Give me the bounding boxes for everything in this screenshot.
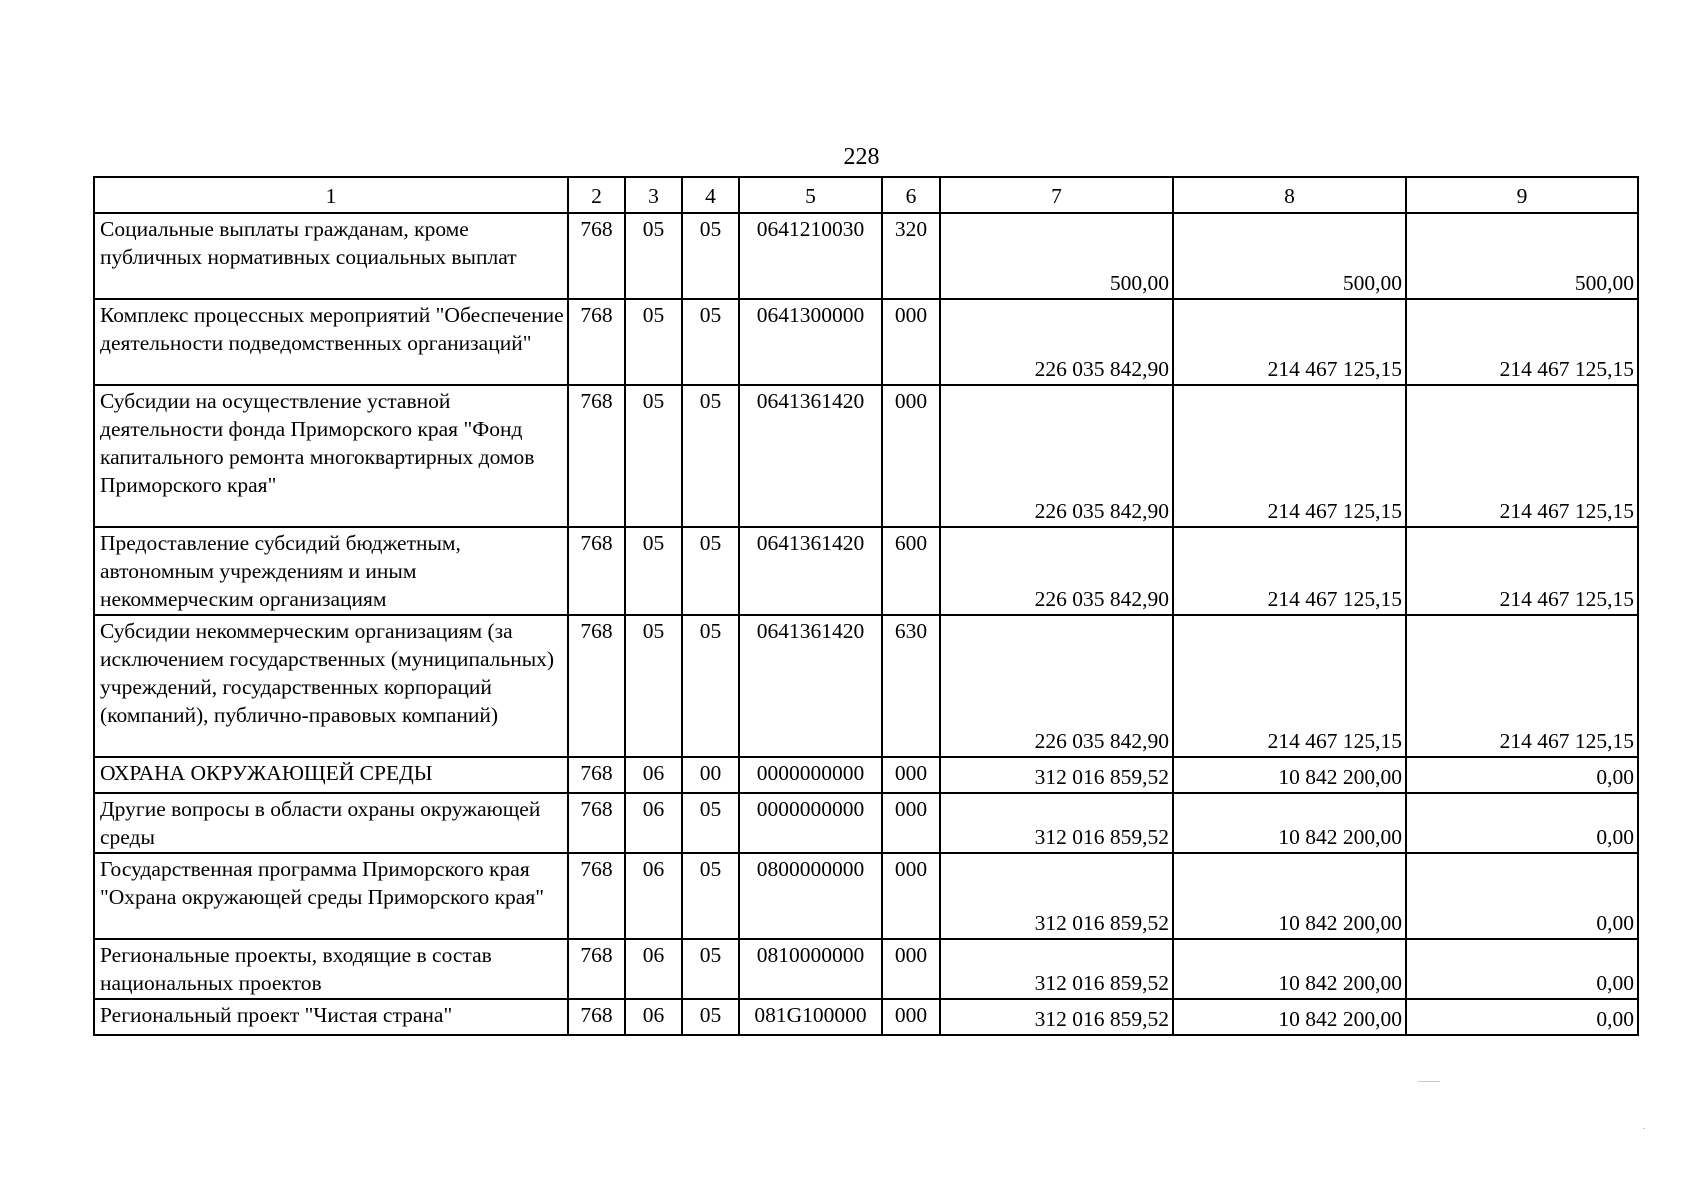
- row-amount-9: 0,00: [1406, 939, 1638, 999]
- row-amount-7: 312 016 859,52: [940, 999, 1173, 1035]
- row-name: Социальные выплаты гражданам, кроме публичных нормативных социальных выплат: [94, 213, 568, 299]
- row-code-2: 768: [568, 299, 625, 385]
- row-code-6: 000: [882, 999, 940, 1035]
- header-cell-3: 3: [625, 177, 682, 213]
- row-name: Субсидии некоммерческим организациям (за исключением государственных (муниципальных) учреждений, государственных корпораций (компаний), публично-правовых компаний): [94, 615, 568, 757]
- row-amount-8: 214 467 125,15: [1173, 385, 1406, 527]
- header-row: [94, 177, 1638, 213]
- row-code-5: 0641300000: [739, 299, 882, 385]
- row-code-3: 05: [625, 385, 682, 527]
- row-code-5: 0641361420: [739, 385, 882, 527]
- row-amount-7: 226 035 842,90: [940, 615, 1173, 757]
- row-code-4: 05: [682, 615, 739, 757]
- row-amount-9: 214 467 125,15: [1406, 527, 1638, 615]
- table-body: [94, 213, 1638, 1035]
- row-code-2: 768: [568, 999, 625, 1035]
- row-amount-7: 312 016 859,52: [940, 793, 1173, 853]
- row-amount-8: 10 842 200,00: [1173, 793, 1406, 853]
- row-amount-7: 312 016 859,52: [940, 853, 1173, 939]
- row-amount-7: 500,00: [940, 213, 1173, 299]
- row-code-3: 06: [625, 853, 682, 939]
- header-cell-1: 1: [94, 177, 568, 213]
- row-code-2: 768: [568, 385, 625, 527]
- scan-artifact: [1643, 1128, 1645, 1129]
- row-code-3: 06: [625, 939, 682, 999]
- row-code-5: 0800000000: [739, 853, 882, 939]
- row-code-4: 05: [682, 939, 739, 999]
- row-code-6: 000: [882, 757, 940, 793]
- row-name: Предоставление субсидий бюджетным, автономным учреждениям и иным некоммерческим организациям: [94, 527, 568, 615]
- row-name: Региональный проект "Чистая страна": [94, 999, 568, 1035]
- scan-artifact: [1418, 1081, 1440, 1082]
- row-amount-9: 214 467 125,15: [1406, 385, 1638, 527]
- header-cell-8: 8: [1173, 177, 1406, 213]
- row-amount-9: 0,00: [1406, 793, 1638, 853]
- table-row: [94, 385, 1638, 527]
- table-header: [94, 177, 1638, 213]
- row-code-4: 00: [682, 757, 739, 793]
- table-row: [94, 757, 1638, 793]
- row-amount-8: 10 842 200,00: [1173, 853, 1406, 939]
- header-cell-6: 6: [882, 177, 940, 213]
- row-code-4: 05: [682, 385, 739, 527]
- row-amount-9: 0,00: [1406, 757, 1638, 793]
- row-amount-9: 500,00: [1406, 213, 1638, 299]
- row-code-5: 0000000000: [739, 757, 882, 793]
- row-code-2: 768: [568, 853, 625, 939]
- row-amount-9: 214 467 125,15: [1406, 615, 1638, 757]
- row-code-5: 081G100000: [739, 999, 882, 1035]
- table-row: [94, 793, 1638, 853]
- row-code-2: 768: [568, 527, 625, 615]
- row-amount-7: 312 016 859,52: [940, 757, 1173, 793]
- row-code-6: 320: [882, 213, 940, 299]
- row-code-4: 05: [682, 793, 739, 853]
- row-code-4: 05: [682, 527, 739, 615]
- row-amount-9: 0,00: [1406, 853, 1638, 939]
- row-code-3: 06: [625, 999, 682, 1035]
- row-code-5: 0641361420: [739, 527, 882, 615]
- row-code-6: 000: [882, 385, 940, 527]
- row-amount-7: 226 035 842,90: [940, 385, 1173, 527]
- row-name: Комплекс процессных мероприятий "Обеспечение деятельности подведомственных организаций": [94, 299, 568, 385]
- row-code-4: 05: [682, 999, 739, 1035]
- row-code-4: 05: [682, 299, 739, 385]
- row-code-2: 768: [568, 793, 625, 853]
- row-code-5: 0641210030: [739, 213, 882, 299]
- row-code-2: 768: [568, 757, 625, 793]
- page-number: 228: [843, 144, 880, 170]
- table-row: [94, 853, 1638, 939]
- header-cell-2: 2: [568, 177, 625, 213]
- table-row: [94, 615, 1638, 757]
- row-code-3: 05: [625, 615, 682, 757]
- row-amount-8: 10 842 200,00: [1173, 999, 1406, 1035]
- table-row: [94, 939, 1638, 999]
- row-code-2: 768: [568, 213, 625, 299]
- row-amount-8: 10 842 200,00: [1173, 939, 1406, 999]
- row-code-6: 630: [882, 615, 940, 757]
- budget-table: [93, 176, 1639, 1036]
- row-code-3: 05: [625, 213, 682, 299]
- row-amount-7: 226 035 842,90: [940, 527, 1173, 615]
- row-code-6: 000: [882, 793, 940, 853]
- row-code-3: 06: [625, 793, 682, 853]
- row-amount-7: 312 016 859,52: [940, 939, 1173, 999]
- row-code-6: 600: [882, 527, 940, 615]
- row-name: Региональные проекты, входящие в состав национальных проектов: [94, 939, 568, 999]
- table-row: [94, 299, 1638, 385]
- row-amount-9: 0,00: [1406, 999, 1638, 1035]
- row-code-5: 0000000000: [739, 793, 882, 853]
- header-cell-5: 5: [739, 177, 882, 213]
- header-cell-7: 7: [940, 177, 1173, 213]
- row-amount-8: 214 467 125,15: [1173, 527, 1406, 615]
- row-amount-7: 226 035 842,90: [940, 299, 1173, 385]
- row-code-5: 0810000000: [739, 939, 882, 999]
- row-amount-8: 10 842 200,00: [1173, 757, 1406, 793]
- row-code-2: 768: [568, 939, 625, 999]
- row-name: Государственная программа Приморского края "Охрана окружающей среды Приморского края": [94, 853, 568, 939]
- row-code-6: 000: [882, 299, 940, 385]
- row-code-4: 05: [682, 853, 739, 939]
- row-code-5: 0641361420: [739, 615, 882, 757]
- row-code-3: 05: [625, 527, 682, 615]
- row-code-4: 05: [682, 213, 739, 299]
- row-amount-8: 214 467 125,15: [1173, 615, 1406, 757]
- row-amount-9: 214 467 125,15: [1406, 299, 1638, 385]
- row-code-3: 05: [625, 299, 682, 385]
- row-name: Другие вопросы в области охраны окружающей среды: [94, 793, 568, 853]
- table-row: [94, 213, 1638, 299]
- row-code-6: 000: [882, 853, 940, 939]
- header-cell-9: 9: [1406, 177, 1638, 213]
- row-code-2: 768: [568, 615, 625, 757]
- row-name: Субсидии на осуществление уставной деятельности фонда Приморского края "Фонд капитального ремонта многоквартирных домов Приморского края": [94, 385, 568, 527]
- row-amount-8: 214 467 125,15: [1173, 299, 1406, 385]
- table-row: [94, 999, 1638, 1035]
- row-amount-8: 500,00: [1173, 213, 1406, 299]
- row-code-6: 000: [882, 939, 940, 999]
- row-code-3: 06: [625, 757, 682, 793]
- table-row: [94, 527, 1638, 615]
- header-cell-4: 4: [682, 177, 739, 213]
- row-name: ОХРАНА ОКРУЖАЮЩЕЙ СРЕДЫ: [94, 757, 568, 793]
